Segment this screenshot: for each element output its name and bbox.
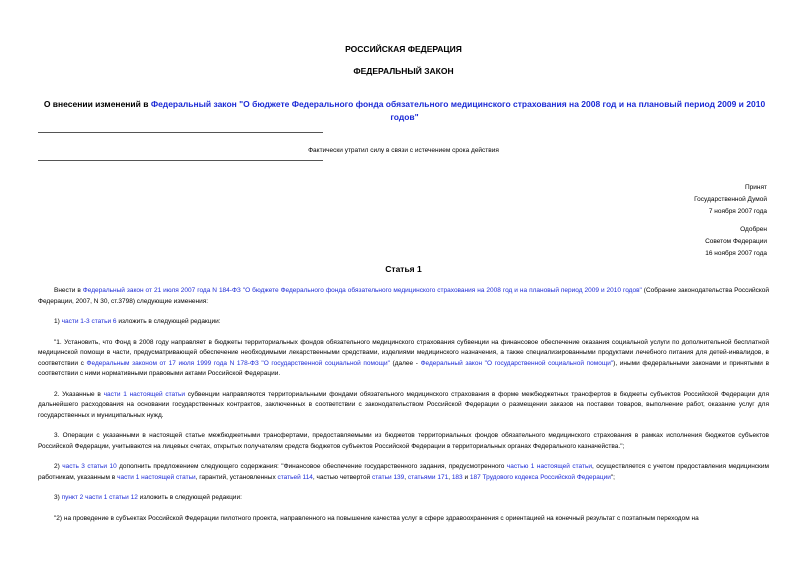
social-help-law-short-link[interactable]: Федеральный закон "О государственной социальной помощи" bbox=[420, 359, 614, 367]
item-2-number: 2) bbox=[54, 463, 63, 470]
article-title: Статья 1 bbox=[385, 264, 422, 274]
quote-1-text-3: ), иными федеральными законами и принятыми в соответствии с ними нормативными правовыми актами Российской Федерации. bbox=[38, 359, 770, 377]
item-2-text-2: , осуществляется с учетом предоставления медицинским работникам, указанным в bbox=[38, 463, 769, 481]
item-3-link[interactable]: пункт 2 части 1 статьи 12 bbox=[61, 494, 138, 501]
social-help-law-link[interactable]: Федеральным законом от 17 июля 1999 года N 178-ФЗ "О государственной социальной помощи" bbox=[86, 359, 390, 367]
item-2-text-3: , гарантий, установленных bbox=[195, 473, 278, 481]
intro-paragraph bbox=[38, 286, 769, 307]
law-title-prefix: О внесении изменений в bbox=[43, 99, 151, 109]
item-2-link-4[interactable]: статьей 114 bbox=[277, 473, 313, 481]
item-3-text: изложить в следующей редакции: bbox=[137, 494, 242, 501]
item-2-link-3[interactable]: части 1 настоящей статьи bbox=[117, 473, 196, 481]
quote-paragraph-1 bbox=[38, 338, 769, 380]
item-2-link-7[interactable]: 183 bbox=[451, 473, 463, 481]
item-1-text: изложить в следующей редакции: bbox=[116, 318, 221, 325]
item-1-link[interactable]: части 1-3 статьи 6 bbox=[61, 318, 117, 325]
intro-text-1: Внести в bbox=[54, 287, 83, 294]
item-1 bbox=[38, 317, 769, 328]
item-2-text-4: , частью четвертой bbox=[312, 473, 373, 481]
intro-law-link[interactable]: Федеральный закон от 21 июля 2007 года N 184-ФЗ "О бюджете Федерального фонда обязательного медицинского страхования на 2008 год и на плановый период 2009 и 2010 годов" bbox=[82, 287, 642, 294]
last-paragraph: "2) на проведение в субъектах Российской Федерации пилотного проекта, направленного на повышение качества услуг в сфере здравоохранения с ориентацией на конечный результат с поэтапным переходом на bbox=[54, 514, 699, 522]
item-1-number: 1) bbox=[54, 318, 62, 325]
quote-paragraph-2 bbox=[38, 390, 769, 422]
approval-block bbox=[705, 224, 767, 260]
quote-paragraph-3: 3. Операции с указанными в настоящей статье межбюджетными трансфертами, предоставляемыми из бюджетов территориальных фондов обязательного медицинского страхования в рамках исполнения бюджетов субъектов Российской Федерации, учитываются на лицевых счетах, открытых получателям средств бюджетов субъектов Российской Федерации в территориальных органах Федерального казначейства."; bbox=[38, 432, 769, 450]
approval-line-2: Советом Федерации bbox=[705, 238, 767, 245]
item-2 bbox=[38, 462, 769, 483]
item-3 bbox=[38, 493, 769, 504]
approval-line-1: Одобрен bbox=[740, 226, 767, 233]
item-2-text-5: , bbox=[404, 473, 408, 481]
law-title bbox=[30, 98, 779, 124]
item-2-link-1[interactable]: часть 3 статьи 10 bbox=[62, 463, 117, 470]
divider-top bbox=[38, 132, 323, 133]
country-heading: РОССИЙСКАЯ ФЕДЕРАЦИЯ bbox=[345, 44, 462, 54]
adoption-line-3: 7 ноября 2007 года bbox=[708, 208, 767, 215]
status-note: Фактически утратил силу в связи с истечением срока действия bbox=[308, 147, 499, 154]
article-body bbox=[38, 286, 769, 534]
adoption-line-2: Государственной Думой bbox=[694, 196, 767, 203]
doc-type-heading: ФЕДЕРАЛЬНЫЙ ЗАКОН bbox=[353, 66, 454, 76]
item-2-link-2[interactable]: частью 1 настоящей статьи bbox=[506, 463, 592, 470]
item-2-text-6: , bbox=[448, 473, 452, 481]
quote-1-text-2: (далее - bbox=[389, 359, 421, 367]
item-2-link-6[interactable]: статьями 171 bbox=[407, 473, 449, 481]
item-2-link-8[interactable]: 187 Трудового кодекса Российской Федерации bbox=[469, 473, 611, 481]
adoption-line-1: Принят bbox=[744, 184, 767, 191]
quote-2-text-1: 2. Указанные в bbox=[54, 390, 104, 398]
quote-2-text-2: субвенции направляются территориальными фондами обязательного медицинского страхования в форме межбюджетных трансфертов в бюджеты субъектов Российской Федерации для дальнейшего расходования на основании государственных контрактов, заключенных в соответствии с законодательством Российской Федерации о размещении заказов на поставки товаров, выполнение работ, оказание услуг для государственных и муниципальных нужд. bbox=[38, 390, 769, 419]
item-2-text-8: "; bbox=[610, 473, 615, 481]
item-2-link-5[interactable]: статьи 139 bbox=[372, 473, 405, 481]
adoption-block bbox=[694, 182, 767, 218]
item-2-text-1: дополнить предложением следующего содержания: "Финансовое обеспечение государственного задания, предусмотренного bbox=[116, 463, 507, 470]
divider-bottom bbox=[38, 160, 323, 161]
intro-text-2: (Собрание законодательства Российской Федерации, 2007, N 30, ст.3798) следующие изменения: bbox=[38, 287, 769, 305]
item-2-text-7: и bbox=[462, 473, 470, 481]
approval-line-3: 16 ноября 2007 года bbox=[705, 250, 767, 257]
law-title-link[interactable]: Федеральный закон "О бюджете Федерального фонда обязательного медицинского страхования на 2008 год и на плановый период 2009 и 2010 годов" bbox=[150, 99, 766, 122]
part-1-link[interactable]: части 1 настоящей статьи bbox=[103, 390, 185, 398]
item-3-number: 3) bbox=[54, 494, 62, 501]
quote-1-text-1: "1. Установить, что Фонд в 2008 году направляет в бюджеты территориальных фондов обязательного медицинского страхования субвенции на финансовое обеспечение оказания социальной услуги по дополнительной бесплатной медицинской помощи в части, предусматривающей обеспечение необходимыми лекарственными средствами, изделиями медицинского назначения, а также специализированными продуктами лечебного питания для детей-инвалидов, в соответствии с bbox=[38, 338, 769, 367]
